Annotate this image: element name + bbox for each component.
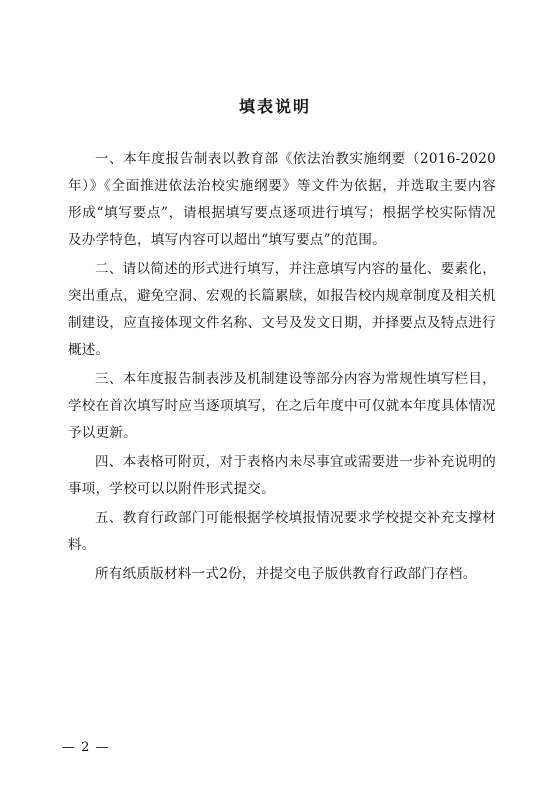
page-number: — 2 — [62, 740, 110, 755]
instructions-body [68, 146, 496, 590]
paragraph-6: 所有纸质版材料一式2份，并提交电子版供教育行政部门存档。 [95, 566, 477, 582]
paragraph-1: 一、本年度报告制表以教育部《依法治教实施纲要（2016-2020年）》《全面推进依法治校实施纲要》等文件为依据，并选取主要内容形成“填写要点”，请根据填写要点逐项进行填写；根据学校实际情况及办学特色，填写内容可以超出“填写要点”的范围。 [68, 151, 496, 248]
page-title: 填表说明 [238, 97, 311, 116]
paragraph-4: 四、本表格可附页，对于表格内未尽事宜或需要进一步补充说明的事项，学校可以以附件形式提交。 [68, 454, 496, 497]
paragraph-5: 五、教育行政部门可能根据学校填报情况要求学校提交补充支撑材料。 [68, 510, 496, 553]
paragraph-2: 二、请以简述的形式进行填写，并注意填写内容的量化、要素化，突出重点，避免空洞、宏观的长篇累牍，如报告校内规章制度及相关机制建设，应直接体现文件名称、文号及发文日期，并择要点及特点进行概述。 [68, 261, 496, 358]
paragraph-3: 三、本年度报告制表涉及机制建设等部分内容为常规性填写栏目，学校在首次填写时应当逐项填写，在之后年度中可仅就本年度具体情况予以更新。 [68, 371, 496, 441]
